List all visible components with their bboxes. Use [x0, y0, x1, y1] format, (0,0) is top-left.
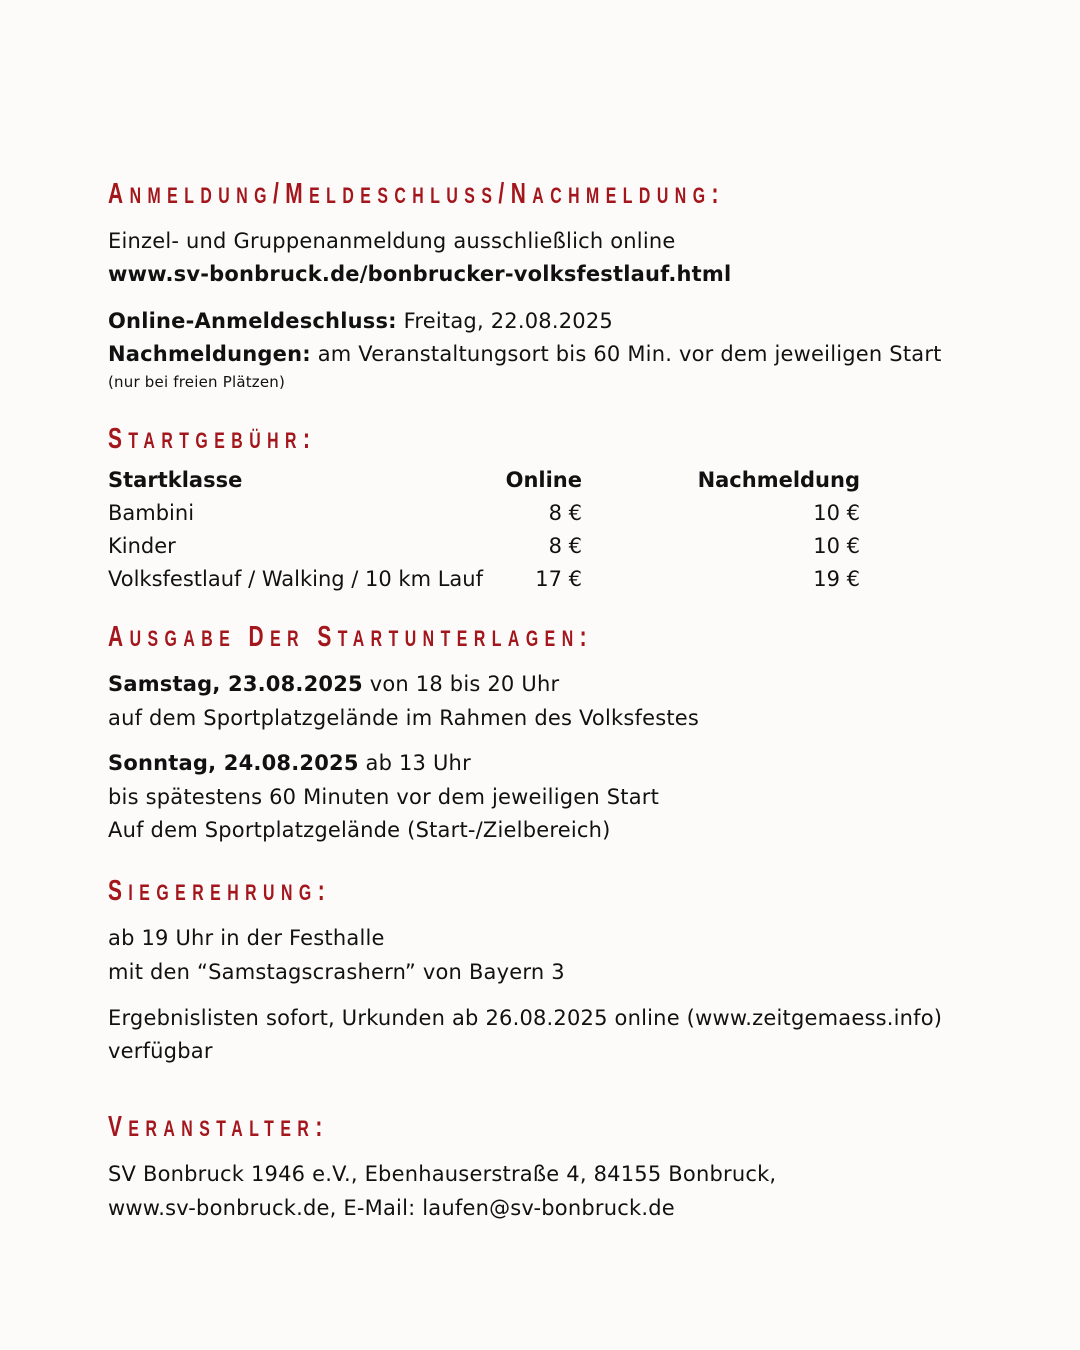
sunday-value: ab 13 Uhr: [358, 751, 471, 775]
pickup-sunday-line: [108, 748, 471, 778]
organizer-address: SV Bonbruck 1946 e.V., Ebenhauserstraße 4, 84155 Bonbruck,: [108, 1162, 777, 1186]
pickup-saturday-location: auf dem Sportplatzgelände im Rahmen des Volksfestes: [108, 706, 700, 730]
pickup-heading: AUSGABE DER STARTUNTERLAGEN:: [108, 621, 594, 653]
pickup-sunday-deadline: bis spätestens 60 Minuten vor dem jeweiligen Start: [108, 785, 660, 809]
table-row: [108, 563, 868, 596]
fee-heading: STARTGEBÜHR:: [108, 423, 317, 455]
registration-url-link[interactable]: www.sv-bonbruck.de/bonbrucker-volksfestlauf.html: [108, 262, 732, 286]
fee-table: [108, 464, 868, 596]
header-online: Online: [505, 468, 582, 492]
late-note: (nur bei freien Plätzen): [108, 373, 286, 391]
table-row: [108, 497, 868, 530]
ceremony-music: mit den “Samstagscrashern” von Bayern 3: [108, 960, 565, 984]
results-line-end: verfügbar: [108, 1039, 213, 1063]
saturday-value: von 18 bis 20 Uhr: [362, 672, 560, 696]
sunday-label: Sonntag, 24.08.2025: [108, 751, 359, 775]
pickup-sunday-location: Auf dem Sportplatzgelände (Start-/Zielbereich): [108, 818, 611, 842]
row-class: Volksfestlauf / Walking / 10 km Lauf: [108, 567, 483, 591]
row-class: Bambini: [108, 501, 195, 525]
organizer-contact: www.sv-bonbruck.de, E-Mail: laufen@sv-bonbruck.de: [108, 1196, 675, 1220]
late-registration-line: [108, 339, 942, 369]
deadline-line: [108, 306, 613, 336]
row-online-fee: 17 €: [535, 567, 582, 591]
table-row: [108, 530, 868, 563]
results-line: Ergebnislisten sofort, Urkunden ab 26.08.2025 online (www.zeitgemaess.info): [108, 1006, 943, 1030]
late-label: Nachmeldungen:: [108, 342, 311, 366]
registration-line: Einzel- und Gruppenanmeldung ausschließlich online: [108, 229, 676, 253]
row-online-fee: 8 €: [548, 501, 582, 525]
deadline-value: Freitag, 22.08.2025: [396, 309, 613, 333]
pickup-saturday-line: [108, 669, 559, 699]
row-late-fee: 10 €: [813, 534, 860, 558]
row-late-fee: 10 €: [813, 501, 860, 525]
header-nachmeldung: Nachmeldung: [697, 468, 860, 492]
fee-table-header: [108, 464, 868, 497]
registration-heading: ANMELDUNG/MELDESCHLUSS/NACHMELDUNG:: [108, 178, 725, 210]
ceremony-time: ab 19 Uhr in der Festhalle: [108, 926, 385, 950]
header-startklasse: Startklasse: [108, 468, 243, 492]
saturday-label: Samstag, 23.08.2025: [108, 672, 363, 696]
row-online-fee: 8 €: [548, 534, 582, 558]
row-class: Kinder: [108, 534, 176, 558]
row-late-fee: 19 €: [813, 567, 860, 591]
organizer-heading: VERANSTALTER:: [108, 1111, 329, 1143]
late-value: am Veranstaltungsort bis 60 Min. vor dem jeweiligen Start: [310, 342, 942, 366]
ceremony-heading: SIEGEREHRUNG:: [108, 875, 332, 907]
deadline-label: Online-Anmeldeschluss:: [108, 309, 397, 333]
